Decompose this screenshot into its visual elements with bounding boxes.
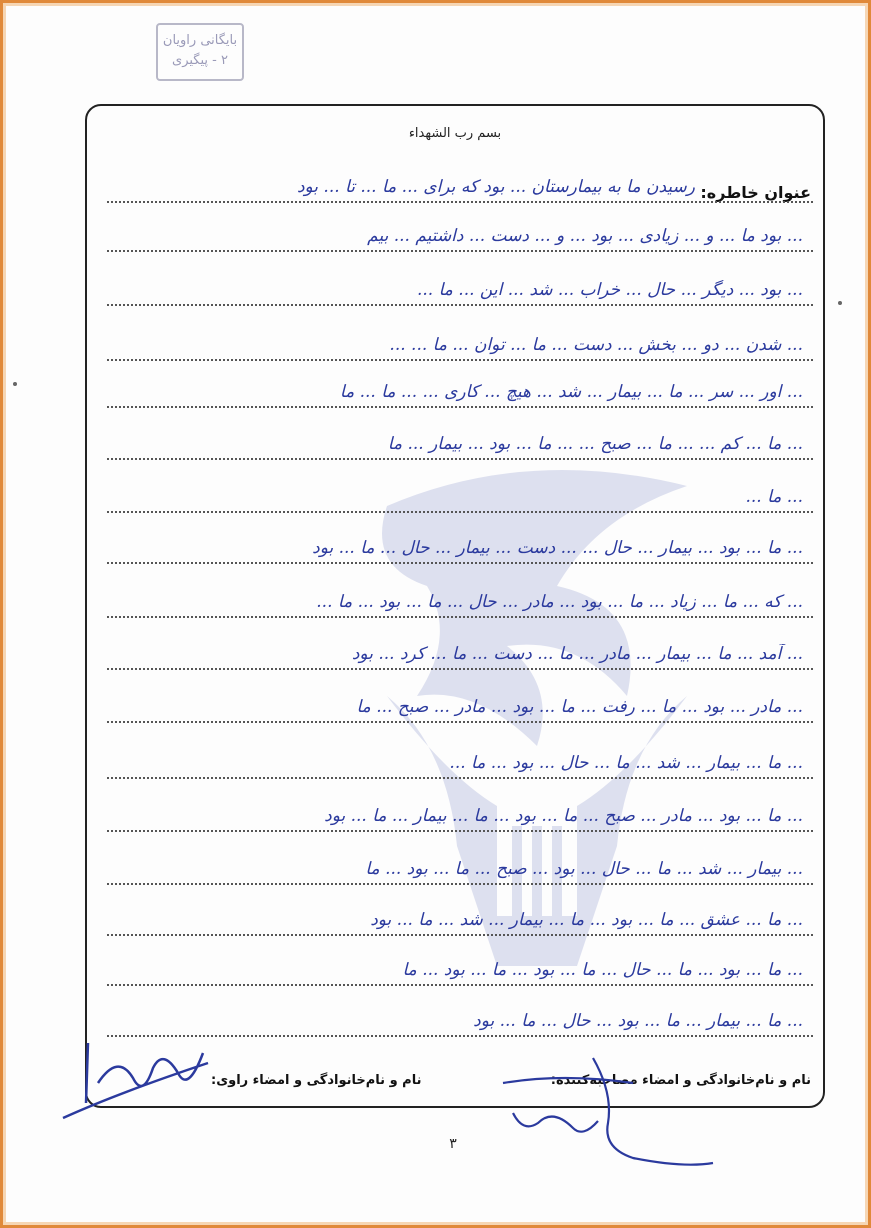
handwritten-line: ... ما ... بود ... بیمار ... حال ... ... دست ... بیمار ... حال ... ما ... بود bbox=[312, 538, 803, 558]
handwritten-line: ... بود ... دیگر ... حال ... خراب ... شد ... این ... ما ... bbox=[416, 280, 803, 300]
ruled-line bbox=[107, 434, 813, 460]
ruled-line bbox=[107, 859, 813, 885]
ruled-line bbox=[107, 538, 813, 564]
page-number: ۳ bbox=[449, 1136, 457, 1152]
handwritten-line: ... ما ... بود ... ما ... حال ... ما ... بود ... ما ... بود ... ما bbox=[402, 960, 803, 980]
memoir-subject-label: عنوان خاطره: bbox=[700, 183, 811, 202]
scan-edge-mark bbox=[838, 301, 842, 305]
scan-edge-mark bbox=[13, 382, 17, 386]
ruled-line bbox=[107, 382, 813, 408]
archive-stamp bbox=[156, 23, 244, 81]
interviewer-signature bbox=[483, 1053, 723, 1173]
handwritten-line: رسیدن ما به بیمارستان ... بود که برای ... ما ... تا ... بود bbox=[296, 177, 695, 197]
ruled-line bbox=[107, 806, 813, 832]
ruled-line bbox=[107, 592, 813, 618]
handwritten-line: ... شدن ... دو ... بخش ... دست ... ما ... توان ... ما ... ... bbox=[389, 335, 803, 355]
narrator-signature bbox=[58, 1023, 218, 1123]
handwritten-lines bbox=[107, 106, 813, 1106]
handwritten-line: ... ما ... بیمار ... شد ... ما ... حال ... بود ... ما ... bbox=[449, 753, 803, 773]
handwritten-line: ... ما ... bbox=[745, 487, 803, 507]
narrator-signature-label: نام و نام‌خانوادگی و امضاء راوی: bbox=[211, 1073, 422, 1088]
handwritten-line: ... آمد ... ما ... بیمار ... مادر ... ما ... دست ... ما ... کرد ... بود bbox=[351, 644, 803, 664]
handwritten-line: ... ما ... عشق ... ما ... بود ... ما ... بیمار ... شد ... ما ... بود bbox=[370, 910, 803, 930]
ruled-line bbox=[107, 226, 813, 252]
handwritten-line: ... ما ... بود ... مادر ... صبح ... ما ... بود ... ما ... بیمار ... ما ... بود bbox=[324, 806, 803, 826]
ruled-line bbox=[107, 960, 813, 986]
ruled-line bbox=[107, 487, 813, 513]
form-heading: بسم رب الشهداء bbox=[408, 126, 502, 141]
interviewer-signature-label: نام و نام‌خانوادگی و امضاء مصاحبه‌کننده: bbox=[550, 1073, 811, 1088]
handwritten-line: ... بیمار ... شد ... ما ... حال ... بود ... صبح ... ما ... بود ... ما bbox=[365, 859, 803, 879]
ruled-line bbox=[107, 753, 813, 779]
ruled-line bbox=[107, 697, 813, 723]
handwritten-line: ... که ... ما ... زیاد ... ما ... بود ... مادر ... حال ... ما ... بود ... ما ... bbox=[316, 592, 803, 612]
ruled-line bbox=[107, 280, 813, 306]
handwritten-line: ... ما ... کم ... ... ما ... صبح ... ... ما ... بود ... بیمار ... ما bbox=[387, 434, 803, 454]
ruled-line bbox=[107, 910, 813, 936]
stamp-line-2: ۲ - پیگیری bbox=[172, 53, 228, 68]
handwritten-line: ... اور ... سر ... ما ... بیمار ... شد ... هیچ ... کاری ... ... ما ... ما bbox=[339, 382, 803, 402]
memoir-form bbox=[85, 104, 825, 1108]
ruled-line bbox=[107, 335, 813, 361]
handwritten-line: ... مادر ... بود ... ما ... رفت ... ما ... بود ... مادر ... صبح ... ما bbox=[356, 697, 803, 717]
handwritten-line: ... ما ... بیمار ... ما ... بود ... حال ... ما ... بود bbox=[473, 1011, 803, 1031]
handwritten-line: ... بود ما ... و ... زیادی ... بود ... و ... دست ... داشتیم ... بیم bbox=[367, 226, 803, 246]
stamp-line-1: بایگانی راویان bbox=[162, 33, 238, 48]
ruled-line bbox=[107, 644, 813, 670]
